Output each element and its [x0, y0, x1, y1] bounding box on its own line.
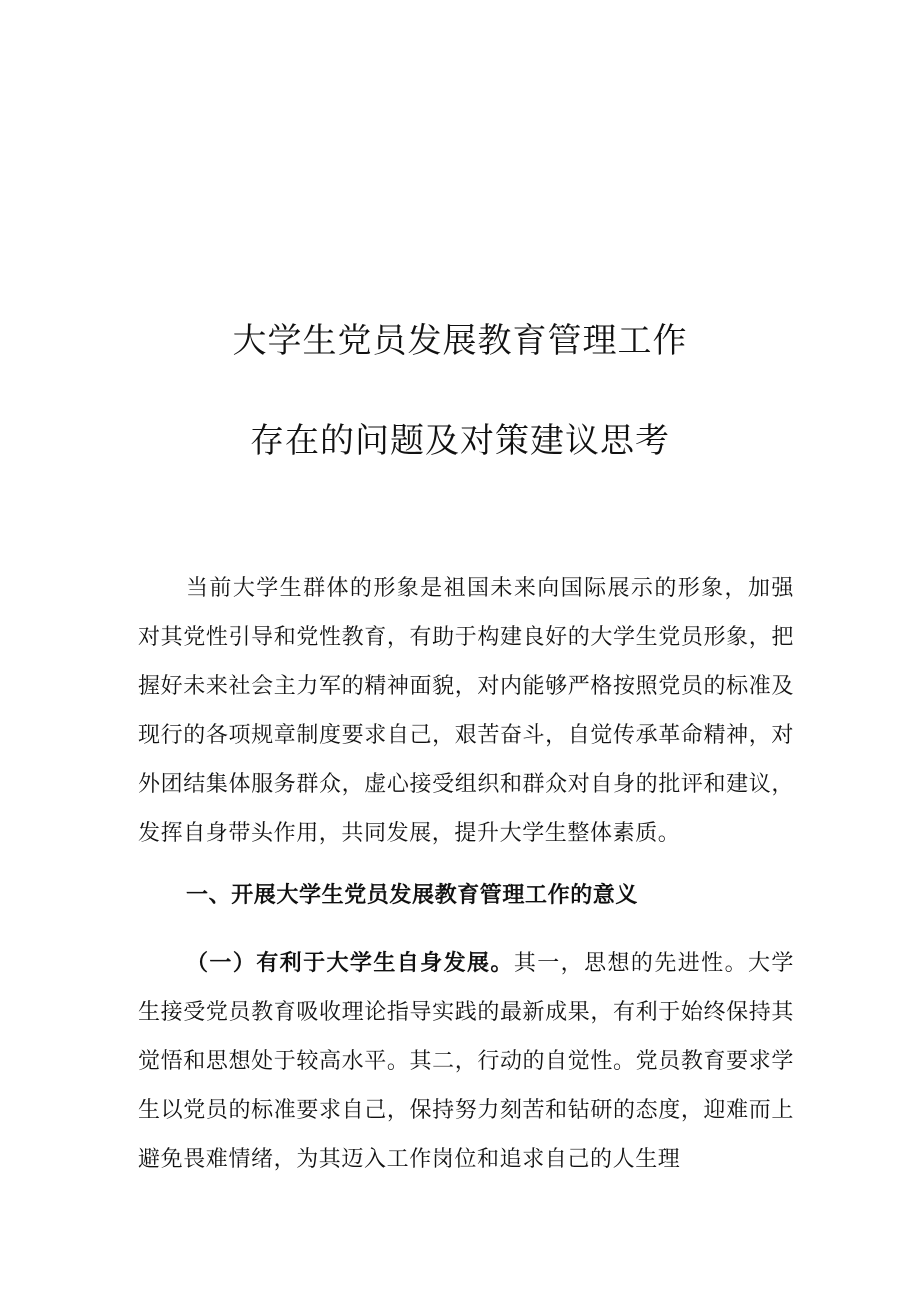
subsection-lead: （一）有利于大学生自身发展。	[186, 950, 514, 976]
intro-paragraph: 当前大学生群体的形象是祖国未来向国际展示的形象，加强对其党性引导和党性教育，有助于构建良好的大学生党员形象，把握好未来社会主力军的精神面貌，对内能够严格按照党员的标准及现行的各项规章制度要求自己，艰苦奋斗，自觉传承革命精神，对外团结集体服务群众，虚心接受组织和群众对自身的批评和建议，发挥自身带头作用，共同发展，提升大学生整体素质。	[138, 576, 794, 846]
document-title-line-1: 大学生党员发展教育管理工作	[232, 321, 688, 361]
section-heading: 一、开展大学生党员发展教育管理工作的意义	[186, 882, 639, 908]
subsection-paragraph	[138, 939, 794, 1184]
subsection-body: 其一，思想的先进性。大学生接受党员教育吸收理论指导实践的最新成果，有利于始终保持其觉悟和思想处于较高水平。其二，行动的自觉性。党员教育要求学生以党员的标准要求自己，保持努力刻苦和钻研的态度，迎难而上避免畏难情绪，为其迈入工作岗位和追求自己的人生理	[138, 951, 794, 1172]
document-title-line-2: 存在的问题及对策建议思考	[250, 421, 670, 461]
